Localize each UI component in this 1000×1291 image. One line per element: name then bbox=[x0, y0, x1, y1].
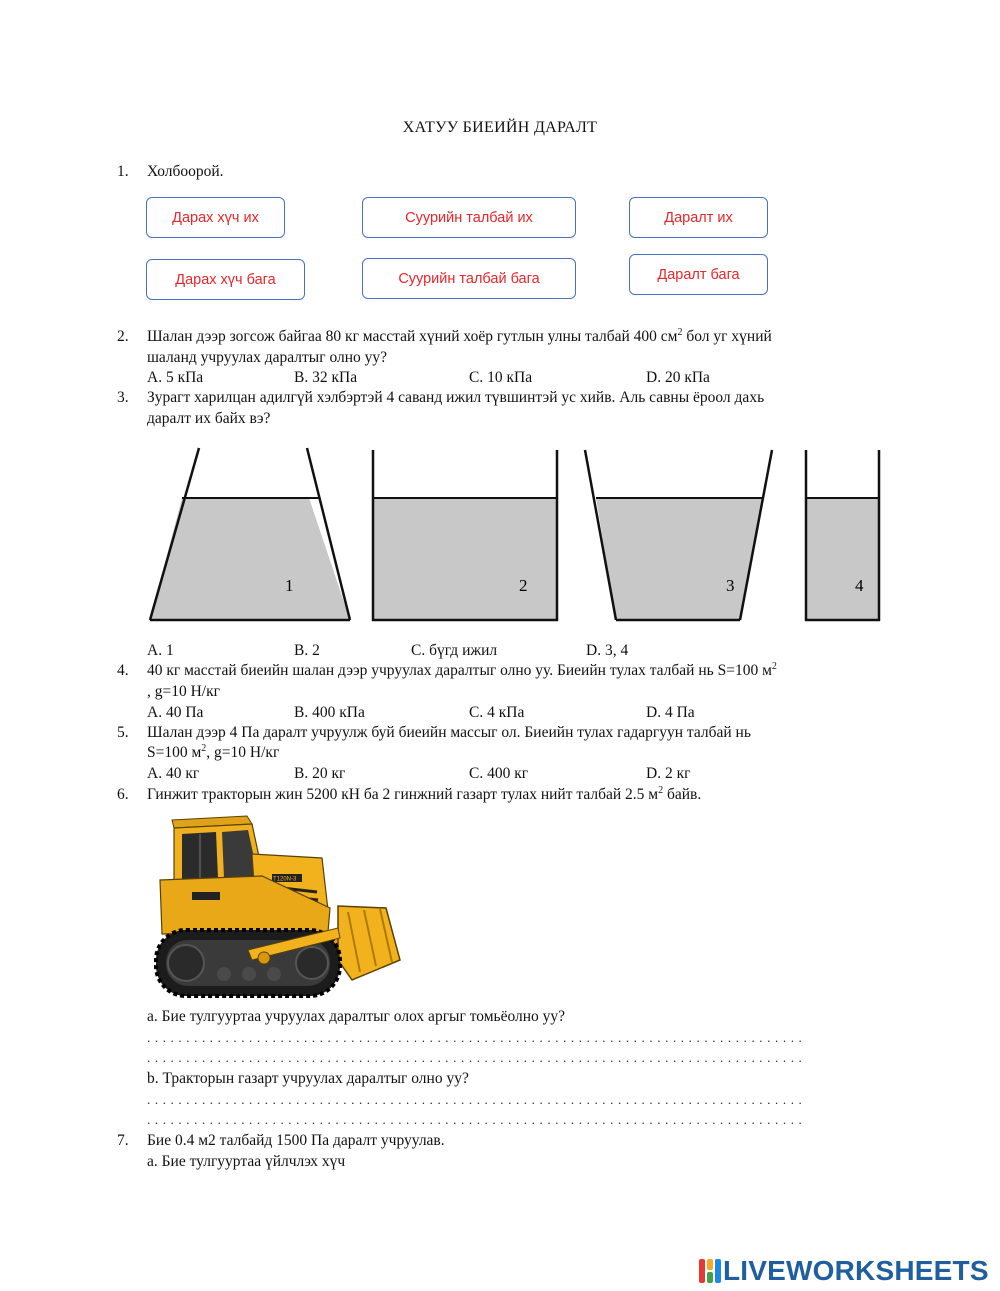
tractor-badge: T120N-3 bbox=[273, 876, 297, 883]
question-number: 4. bbox=[117, 662, 129, 679]
option-b: B. 2 bbox=[294, 642, 320, 659]
question-number: 1. bbox=[117, 163, 129, 180]
question-text: Холбоорой. bbox=[147, 163, 224, 180]
option-c: C. 10 кПа bbox=[469, 369, 533, 386]
match-box-force-high[interactable]: Дарах хүч их bbox=[146, 197, 285, 238]
match-box-force-low[interactable]: Дарах хүч бага bbox=[146, 259, 305, 300]
vessel-2 bbox=[372, 450, 558, 621]
vessel-4 bbox=[805, 450, 880, 621]
match-box-area-high[interactable]: Суурийн талбай их bbox=[362, 197, 576, 238]
option-c: C. 4 кПа bbox=[469, 704, 525, 721]
option-b: B. 32 кПа bbox=[294, 369, 358, 386]
question-number: 5. bbox=[117, 724, 129, 741]
vessel-1 bbox=[150, 448, 350, 620]
answer-line[interactable]: .................................................................................... bbox=[147, 1050, 807, 1065]
question-text: , g=10 Н/кг bbox=[147, 683, 221, 700]
question-text: Шалан дээр 4 Па даралт учруулж буй биеийн массыг ол. Биеийн тулах гадаргуун талбай нь bbox=[147, 724, 751, 741]
subquestion-a: a. Бие тулгууртаа үйлчлэх хүч bbox=[147, 1153, 346, 1170]
vessel-label-2: 2 bbox=[519, 576, 528, 595]
question-text: Бие 0.4 м2 талбайд 1500 Па даралт учруулав. bbox=[147, 1132, 445, 1149]
question-number: 2. bbox=[117, 328, 129, 345]
question-text: S=100 $м^2$, g=10 Н/кг bbox=[147, 742, 280, 761]
option-b: B. 400 кПа bbox=[294, 704, 365, 721]
match-box-area-low[interactable]: Суурийн талбай бага bbox=[362, 258, 576, 299]
vessel-3 bbox=[585, 450, 772, 620]
vessels-diagram bbox=[140, 445, 890, 630]
option-a: A. 5 кПа bbox=[147, 369, 204, 386]
question-text: шаланд учруулах даралтыг олно уу? bbox=[147, 349, 388, 366]
option-a: A. 40 кг bbox=[147, 765, 200, 782]
answer-line[interactable]: .................................................................................... bbox=[147, 1092, 807, 1107]
option-c: C. бүгд ижил bbox=[411, 642, 498, 659]
logo-icon bbox=[697, 1257, 723, 1285]
page-title: ХАТУУ БИЕИЙН ДАРАЛТ bbox=[402, 119, 598, 136]
option-a: A. 40 Па bbox=[147, 704, 204, 721]
question-text: Зурагт харилцан адилгүй хэлбэртэй 4 саванд ижил түвшинтэй ус хийв. Аль савны ёроол дахь bbox=[147, 389, 765, 406]
question-number: 3. bbox=[117, 389, 129, 406]
vessel-label-4: 4 bbox=[855, 576, 864, 595]
question-number: 6. bbox=[117, 786, 129, 803]
logo-text: LIVEWORKSHEETS bbox=[723, 1255, 989, 1286]
option-d: D. 2 кг bbox=[646, 765, 691, 782]
question-text: даралт их байх вэ? bbox=[147, 410, 271, 427]
option-a: A. 1 bbox=[147, 642, 174, 659]
option-d: D. 20 кПа bbox=[646, 369, 710, 386]
subquestion-b: b. Тракторын газарт учруулах даралтыг олно уу? bbox=[147, 1070, 469, 1087]
answer-line[interactable]: .................................................................................... bbox=[147, 1030, 807, 1045]
option-d: D. 3, 4 bbox=[586, 642, 629, 659]
question-number: 7. bbox=[117, 1132, 129, 1149]
question-text: 40 кг масстай биеийн шалан дээр учруулах даралтыг олно уу. Биеийн тулах талбай нь S=100 $м^2$ bbox=[147, 660, 777, 679]
match-box-pressure-low[interactable]: Даралт бага bbox=[629, 254, 768, 295]
option-b: B. 20 кг bbox=[294, 765, 346, 782]
answer-line[interactable]: .................................................................................... bbox=[147, 1112, 807, 1127]
option-d: D. 4 Па bbox=[646, 704, 695, 721]
match-box-pressure-high[interactable]: Даралт их bbox=[629, 197, 768, 238]
subquestion-a: a. Бие тулгууртаа учруулах даралтыг олох аргыг томьёолно уу? bbox=[147, 1008, 566, 1025]
liveworksheets-logo bbox=[697, 1255, 989, 1287]
option-c: C. 400 кг bbox=[469, 765, 529, 782]
vessel-label-3: 3 bbox=[726, 576, 735, 595]
question-text: Шалан дээр зогсож байгаа 80 кг масстай хүний хоёр гутлын улны талбай 400 $см^2$ бол уг хүний bbox=[147, 326, 772, 345]
bulldozer-image bbox=[152, 810, 404, 1002]
question-text: Гинжит тракторын жин 5200 кН ба 2 гинжний газарт тулах нийт талбай 2.5 $м^2$ байв. bbox=[147, 784, 702, 803]
vessel-label-1: 1 bbox=[285, 576, 294, 595]
